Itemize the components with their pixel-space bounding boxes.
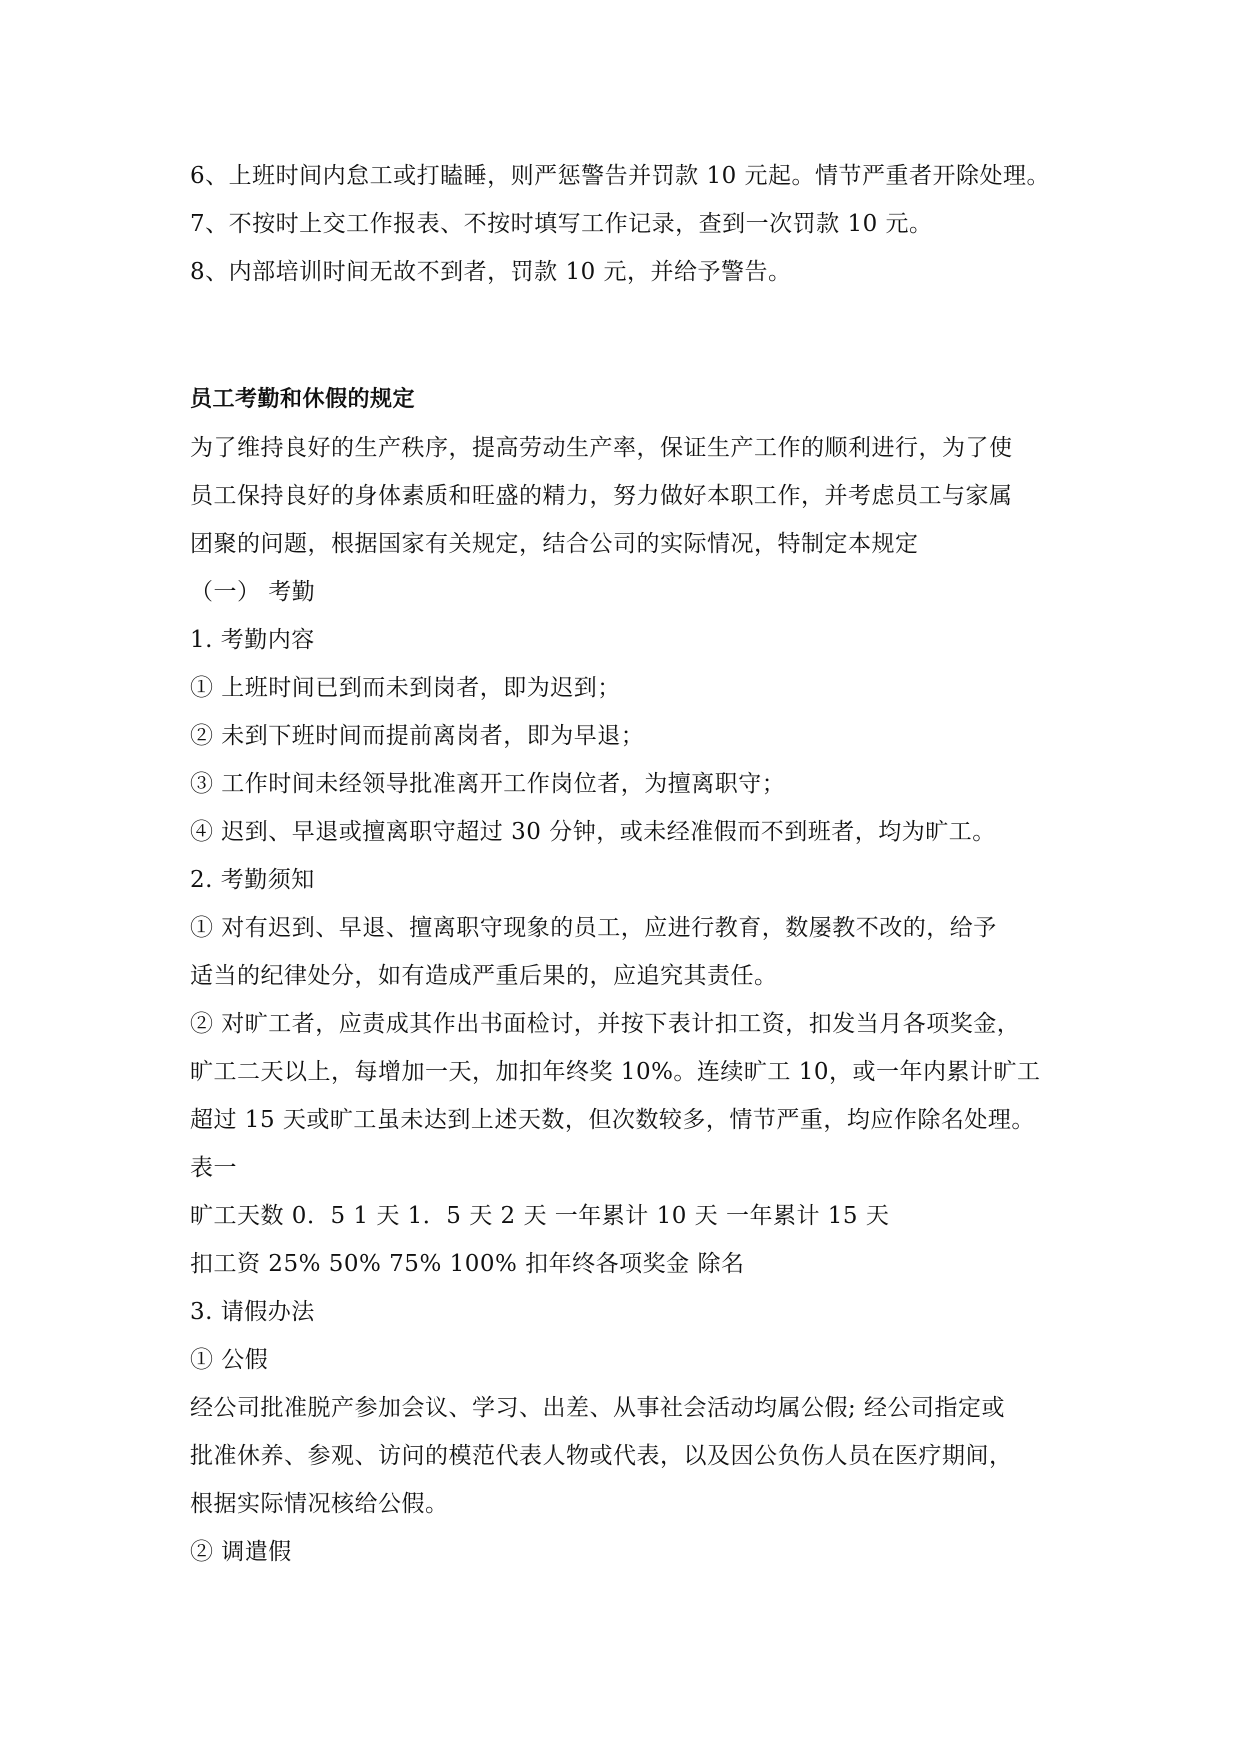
rule-item-8: 8、内部培训时间无故不到者，罚款 10 元，并给予警告。 [190, 259, 792, 285]
item2-text-line: 旷工二天以上，每增加一天，加扣年终奖 10%。连续旷工 10，或一年内累计旷工 [190, 1059, 1041, 1085]
item2-heading: 2. 考勤须知 [190, 867, 315, 893]
section-title: 员工考勤和休假的规定 [190, 387, 416, 412]
item2-text-line: ① 对有迟到、早退、擅离职守现象的员工，应进行教育，数屡教不改的，给予 [190, 915, 997, 941]
item2-text-line: ② 对旷工者，应责成其作出书面检讨，并按下表计扣工资，扣发当月各项奖金， [190, 1011, 1021, 1037]
intro-line: 团聚的问题，根据国家有关规定，结合公司的实际情况，特制定本规定 [190, 531, 919, 557]
intro-line: 为了维持良好的生产秩序，提高劳动生产率，保证生产工作的顺利进行，为了使 [190, 435, 1013, 461]
item1-point: ① 上班时间已到而未到岗者，即为迟到； [190, 675, 621, 701]
leave1-text-line: 经公司批准脱产参加会议、学习、出差、从事社会活动均属公假; 经公司指定或 [190, 1395, 1006, 1421]
table-row-days: 旷工天数 0．5 1 天 1．5 天 2 天 一年累计 10 天 一年累计 15 天 [190, 1203, 890, 1229]
item3-heading: 3. 请假办法 [190, 1299, 315, 1325]
item2-text-line: 超过 15 天或旷工虽未达到上述天数，但次数较多，情节严重，均应作除名处理。 [190, 1107, 1035, 1133]
item1-point: ③ 工作时间未经领导批准离开工作岗位者，为擅离职守； [190, 771, 786, 797]
leave1-text-line: 根据实际情况核给公假。 [190, 1491, 449, 1517]
item1-point: ② 未到下班时间而提前离岗者，即为早退； [190, 723, 645, 749]
leave1-heading: ① 公假 [190, 1347, 269, 1373]
item1-point: ④ 迟到、早退或擅离职守超过 30 分钟，或未经准假而不到班者，均为旷工。 [190, 819, 996, 845]
leave2-heading: ② 调遣假 [190, 1539, 292, 1565]
table-label: 表一 [190, 1155, 237, 1181]
rule-item-6: 6、上班时间内怠工或打瞌睡，则严惩警告并罚款 10 元起。情节严重者开除处理。 [190, 163, 1051, 189]
leave1-text-line: 批准休养、参观、访问的模范代表人物或代表，以及因公负伤人员在医疗期间， [190, 1443, 1013, 1469]
part1-heading: （一） 考勤 [190, 579, 316, 605]
rule-item-7: 7、不按时上交工作报表、不按时填写工作记录，查到一次罚款 10 元。 [190, 211, 933, 237]
intro-line: 员工保持良好的身体素质和旺盛的精力，努力做好本职工作，并考虑员工与家属 [190, 483, 1013, 509]
item2-text-line: 适当的纪律处分，如有造成严重后果的，应追究其责任。 [190, 963, 778, 989]
table-row-deduction: 扣工资 25% 50% 75% 100% 扣年终各项奖金 除名 [190, 1251, 745, 1277]
item1-heading: 1. 考勤内容 [190, 627, 315, 653]
